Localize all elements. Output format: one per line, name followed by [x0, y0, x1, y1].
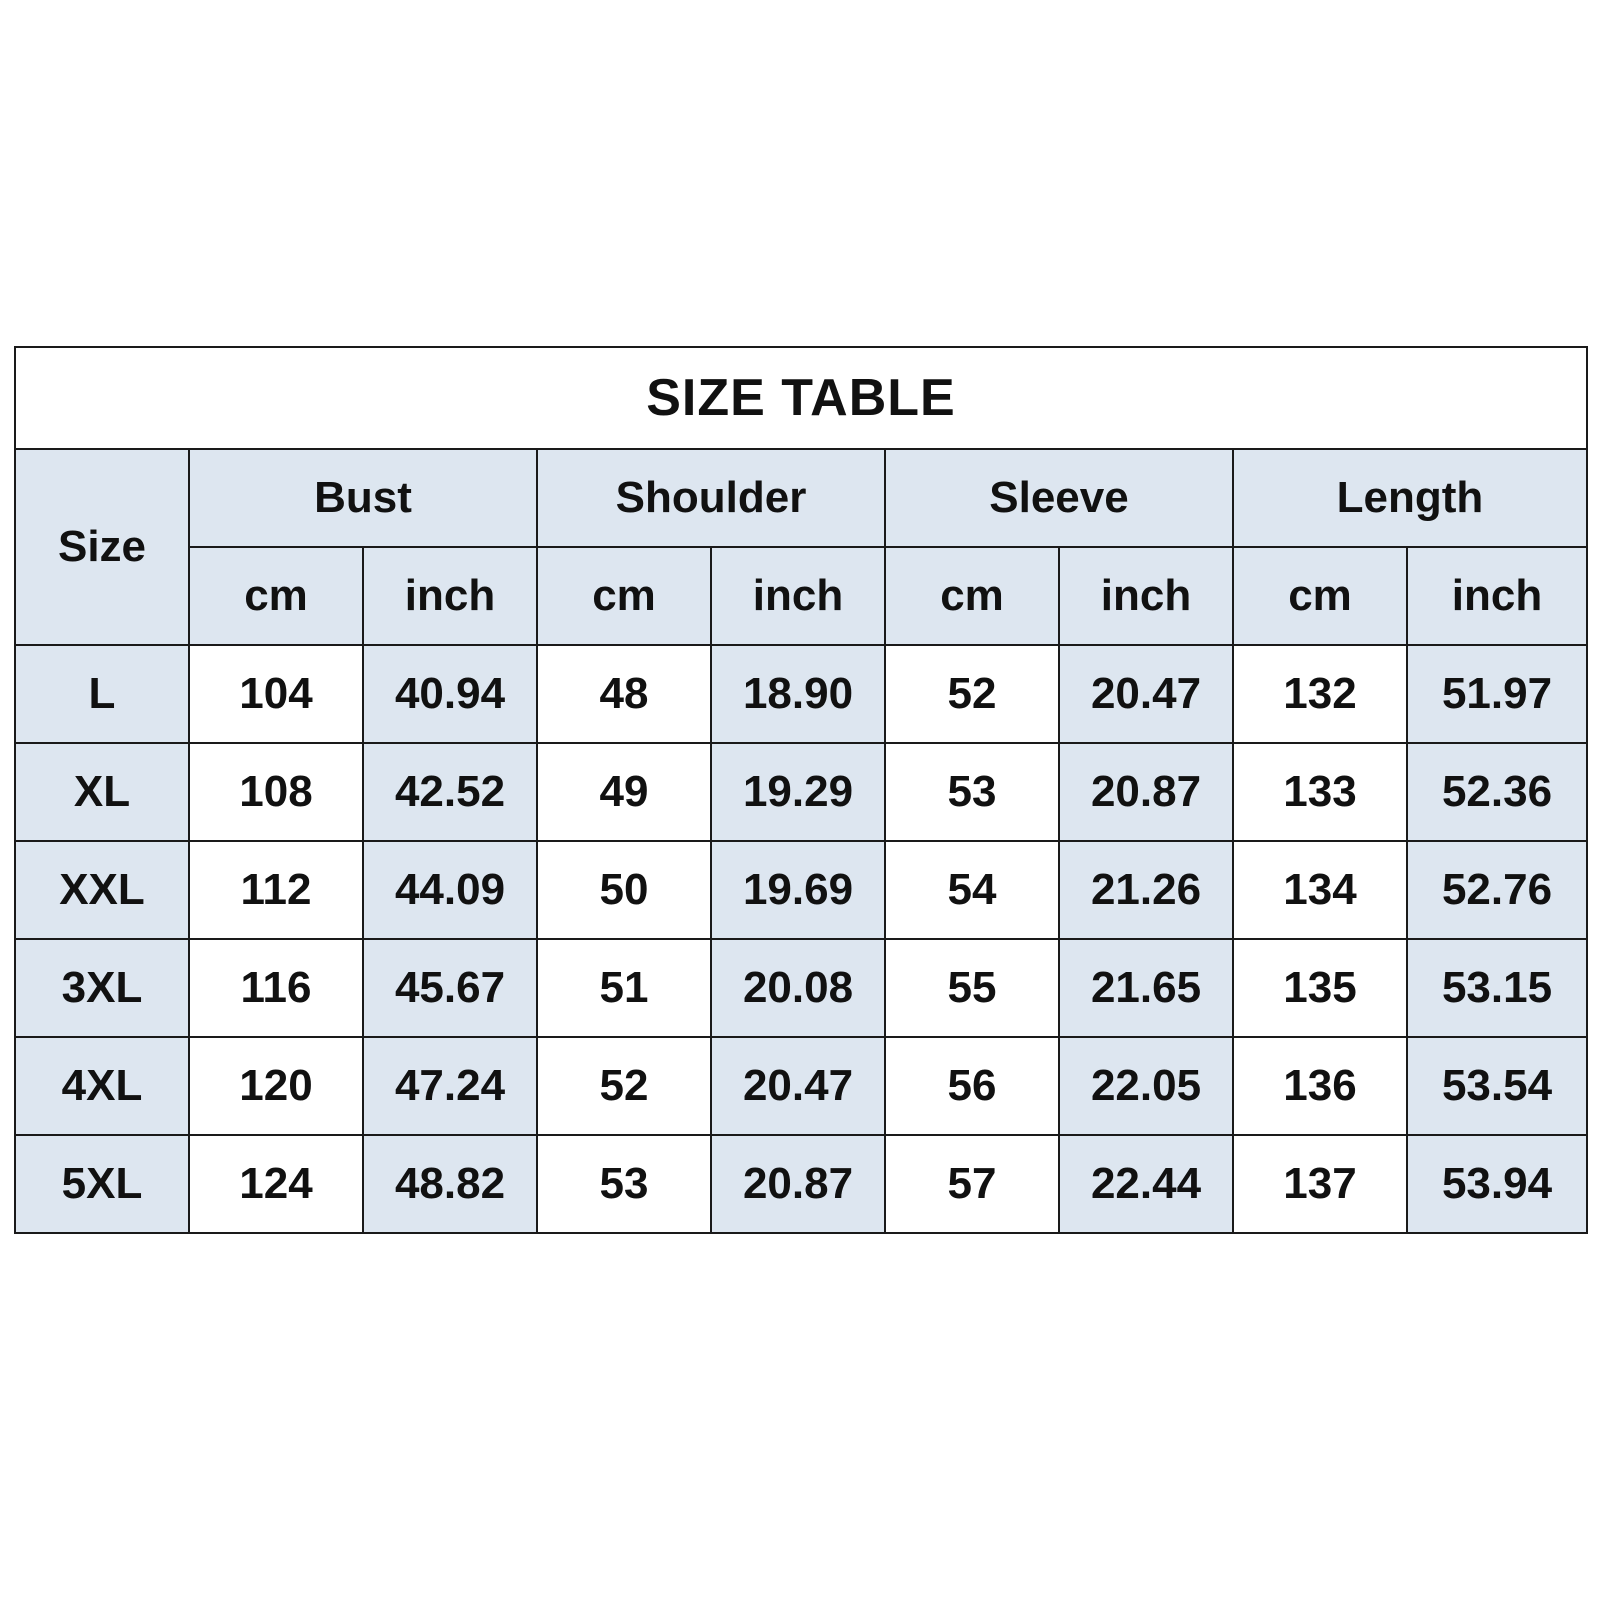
value-cell: 48	[537, 645, 711, 743]
value-cell: 52	[537, 1037, 711, 1135]
unit-header: inch	[711, 547, 885, 645]
value-cell: 135	[1233, 939, 1407, 1037]
value-cell: 19.69	[711, 841, 885, 939]
size-cell: 5XL	[15, 1135, 189, 1233]
value-cell: 48.82	[363, 1135, 537, 1233]
unit-header: inch	[1059, 547, 1233, 645]
sleeve-header: Sleeve	[885, 449, 1233, 547]
value-cell: 49	[537, 743, 711, 841]
value-cell: 18.90	[711, 645, 885, 743]
value-cell: 54	[885, 841, 1059, 939]
value-cell: 53.54	[1407, 1037, 1587, 1135]
value-cell: 51	[537, 939, 711, 1037]
value-cell: 20.08	[711, 939, 885, 1037]
size-cell: L	[15, 645, 189, 743]
value-cell: 21.26	[1059, 841, 1233, 939]
value-cell: 53.15	[1407, 939, 1587, 1037]
size-cell: XXL	[15, 841, 189, 939]
value-cell: 21.65	[1059, 939, 1233, 1037]
value-cell: 53	[885, 743, 1059, 841]
value-cell: 52	[885, 645, 1059, 743]
bust-header: Bust	[189, 449, 537, 547]
size-cell: 3XL	[15, 939, 189, 1037]
table-row	[15, 1135, 1587, 1233]
unit-header: cm	[537, 547, 711, 645]
value-cell: 137	[1233, 1135, 1407, 1233]
unit-header: cm	[189, 547, 363, 645]
size-header: Size	[15, 449, 189, 645]
unit-header: cm	[1233, 547, 1407, 645]
size-cell: XL	[15, 743, 189, 841]
value-cell: 56	[885, 1037, 1059, 1135]
value-cell: 50	[537, 841, 711, 939]
value-cell: 20.87	[711, 1135, 885, 1233]
value-cell: 124	[189, 1135, 363, 1233]
value-cell: 19.29	[711, 743, 885, 841]
value-cell: 22.44	[1059, 1135, 1233, 1233]
title-row	[15, 347, 1587, 449]
value-cell: 44.09	[363, 841, 537, 939]
value-cell: 53	[537, 1135, 711, 1233]
value-cell: 55	[885, 939, 1059, 1037]
value-cell: 20.47	[711, 1037, 885, 1135]
value-cell: 53.94	[1407, 1135, 1587, 1233]
value-cell: 136	[1233, 1037, 1407, 1135]
value-cell: 52.76	[1407, 841, 1587, 939]
value-cell: 22.05	[1059, 1037, 1233, 1135]
table-row	[15, 841, 1587, 939]
table-title: SIZE TABLE	[15, 347, 1587, 449]
value-cell: 47.24	[363, 1037, 537, 1135]
unit-header: inch	[363, 547, 537, 645]
value-cell: 52.36	[1407, 743, 1587, 841]
size-cell: 4XL	[15, 1037, 189, 1135]
table-row	[15, 645, 1587, 743]
value-cell: 104	[189, 645, 363, 743]
value-cell: 45.67	[363, 939, 537, 1037]
value-cell: 20.87	[1059, 743, 1233, 841]
value-cell: 108	[189, 743, 363, 841]
length-header: Length	[1233, 449, 1587, 547]
value-cell: 133	[1233, 743, 1407, 841]
unit-header: inch	[1407, 547, 1587, 645]
value-cell: 116	[189, 939, 363, 1037]
value-cell: 51.97	[1407, 645, 1587, 743]
shoulder-header: Shoulder	[537, 449, 885, 547]
size-table-container	[14, 346, 1586, 1234]
size-table	[14, 346, 1588, 1234]
value-cell: 57	[885, 1135, 1059, 1233]
value-cell: 112	[189, 841, 363, 939]
value-cell: 134	[1233, 841, 1407, 939]
table-row	[15, 743, 1587, 841]
group-header-row	[15, 449, 1587, 547]
value-cell: 20.47	[1059, 645, 1233, 743]
table-row	[15, 939, 1587, 1037]
table-row	[15, 1037, 1587, 1135]
value-cell: 120	[189, 1037, 363, 1135]
unit-header-row	[15, 547, 1587, 645]
unit-header: cm	[885, 547, 1059, 645]
value-cell: 132	[1233, 645, 1407, 743]
value-cell: 42.52	[363, 743, 537, 841]
value-cell: 40.94	[363, 645, 537, 743]
